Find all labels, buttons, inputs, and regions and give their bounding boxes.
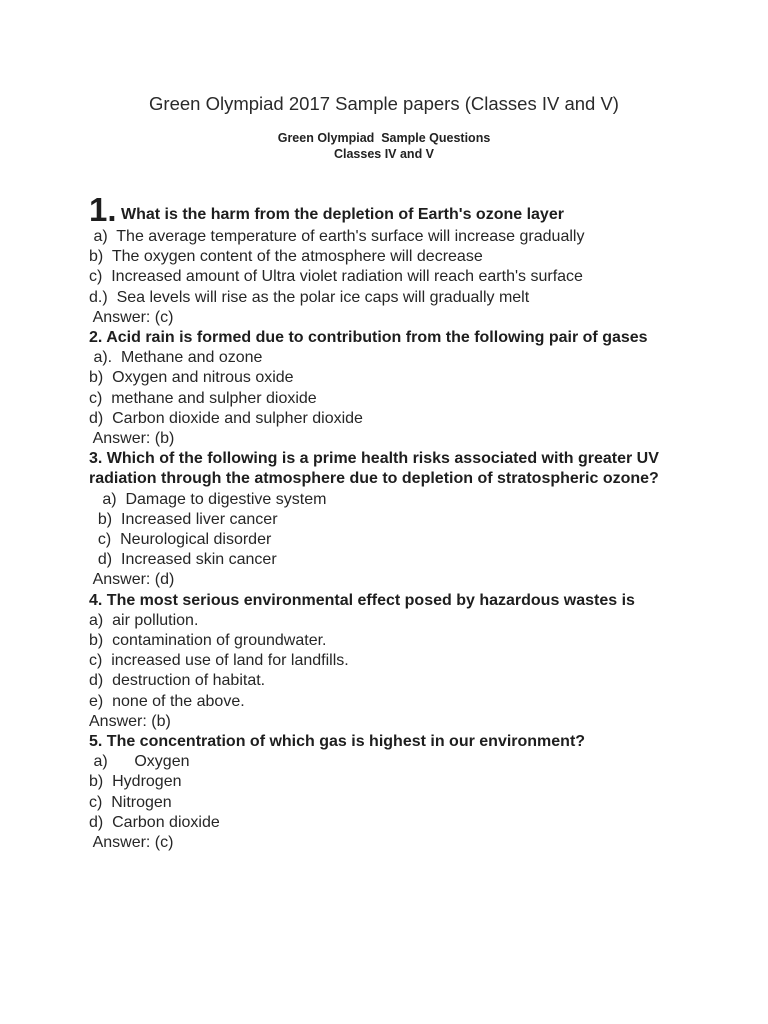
- page-title: Green Olympiad 2017 Sample papers (Classes IV and V): [149, 93, 619, 114]
- question-text: 3. Which of the following is a prime health risks associated with greater UV radiation through the atmosphere due to depletion of stratospheric ozone?: [89, 450, 659, 488]
- option: d) destruction of habitat.: [89, 672, 266, 690]
- question-2: [89, 328, 689, 449]
- subtitle-line-1: Green Olympiad Sample Questions: [277, 131, 491, 145]
- option: c) Nitrogen: [89, 793, 172, 811]
- option: c) methane and sulpher dioxide: [89, 389, 317, 407]
- question-4: [89, 591, 689, 732]
- option: b) The oxygen content of the atmosphere will decrease: [89, 248, 483, 266]
- option: b) Hydrogen: [89, 773, 182, 791]
- question-label: What is the harm from the depletion of Earth's ozone layer: [116, 206, 564, 223]
- question-text: [89, 193, 689, 227]
- question-1: [89, 193, 689, 328]
- option: a) The average temperature of earth's surface will increase gradually: [89, 228, 585, 245]
- option: d) Increased skin cancer: [89, 551, 277, 569]
- option: d.) Sea levels will rise as the polar ice caps will gradually melt: [89, 288, 530, 306]
- question-text: 2. Acid rain is formed due to contribution from the following pair of gases: [89, 329, 648, 347]
- answer: Answer: (b): [89, 712, 171, 730]
- option: b) Oxygen and nitrous oxide: [89, 369, 294, 387]
- option: c) Neurological disorder: [89, 531, 272, 549]
- option: b) Increased liver cancer: [89, 510, 278, 528]
- question-number: 1.: [89, 191, 117, 228]
- option: b) contamination of groundwater.: [89, 632, 327, 650]
- option: a) Oxygen: [89, 753, 190, 771]
- question-5: [89, 732, 689, 853]
- answer: Answer: (d): [89, 571, 175, 589]
- option: c) Increased amount of Ultra violet radiation will reach earth's surface: [89, 268, 583, 286]
- option: a). Methane and ozone: [89, 349, 263, 367]
- subtitle-line-2: Classes IV and V: [333, 147, 435, 161]
- option: d) Carbon dioxide and sulpher dioxide: [89, 409, 363, 427]
- question-3: [89, 449, 689, 590]
- answer: Answer: (b): [89, 430, 175, 448]
- answer: Answer: (c): [89, 834, 174, 852]
- question-text: 4. The most serious environmental effect posed by hazardous wastes is: [89, 591, 635, 609]
- option: a) air pollution.: [89, 611, 199, 629]
- option: c) increased use of land for landfills.: [89, 652, 349, 670]
- answer: Answer: (c): [89, 308, 174, 326]
- questions-list: [89, 193, 689, 853]
- option: e) none of the above.: [89, 692, 245, 710]
- option: d) Carbon dioxide: [89, 813, 220, 831]
- question-text: 5. The concentration of which gas is highest in our environment?: [89, 733, 586, 751]
- option: a) Damage to digestive system: [89, 490, 327, 508]
